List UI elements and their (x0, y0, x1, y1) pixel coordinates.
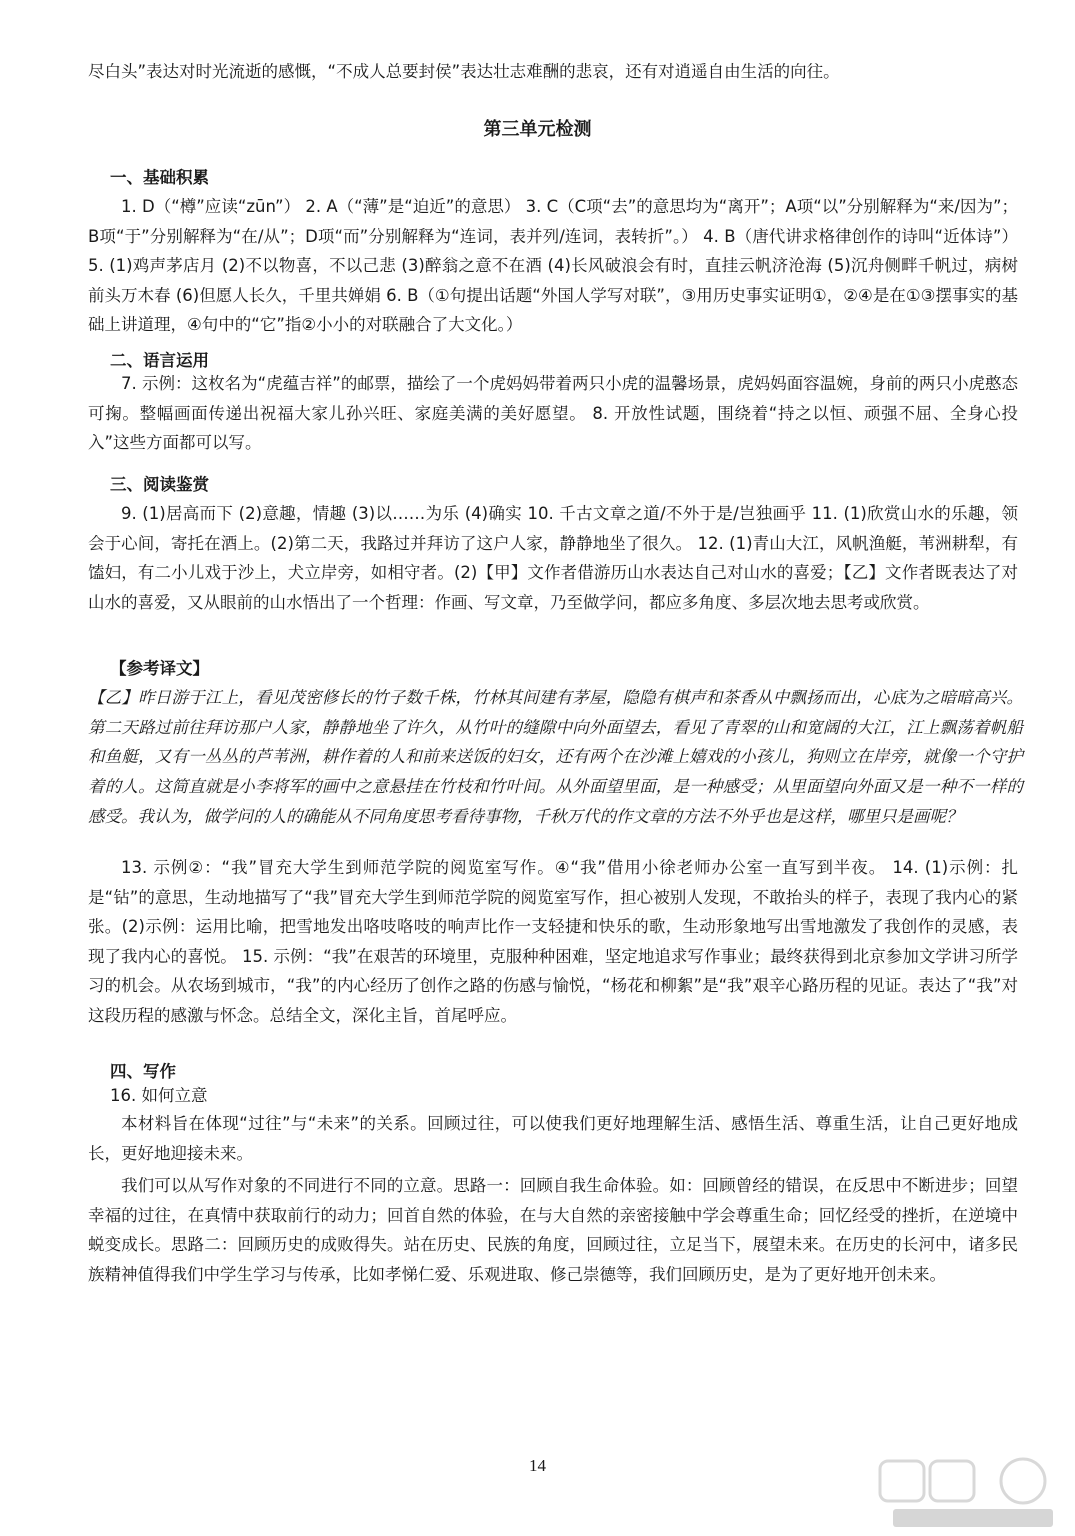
section-heading-language: 二、语言运用 (110, 351, 209, 370)
answers-reading: 9. (1)居高而下 (2)意趣，情趣 (3)以……为乐 (4)确实 10. 千古文章之道/不外于是/岂独画乎 11. (1)欣赏山水的乐趣，领会于心间，寄托在酒上。(2)第二天，我路过并拜访了这户人家，静静地坐了很久。 12. (1)青山大江，风帆渔艇，苇洲耕犁，有馌妇，有二小儿戏于沙上，犬立岸旁，如相守者。(2)【甲】文作者借游历山水表达自己对山水的喜爱；【乙】文作者既表达了对山水的喜爱，又从眼前的山水悟出了一个哲理：作画、写文章，乃至做学问，都应多角度、多层次地去思考或欣赏。 (88, 504, 1018, 612)
section-heading-writing: 四、写作 (110, 1062, 176, 1081)
question-16-label: 16. 如何立意 (110, 1086, 208, 1105)
reference-translation-heading: 【参考译文】 (110, 659, 209, 678)
page-title: 第三单元检测 (483, 119, 592, 140)
section-heading-basics: 一、基础积累 (110, 168, 209, 187)
writing-guidance-ideas: 我们可以从写作对象的不同进行不同的立意。思路一：回顾自我生命体验。如：回顾曾经的错误，在反思中不断进步；回望幸福的过往，在真情中获取前行的动力；回首自然的体验，在与大自然的亲密接触中学会尊重生命；回忆经受的挫折，在逆境中蜕变成长。思路二：回顾历史的成败得失。站在历史、民族的角度，回顾过往，立足当下，展望未来。在历史的长河中，诸多民族精神值得我们中学生学习与传承，比如孝悌仁爱、乐观进取、修己崇德等，我们回顾历史，是为了更好地开创未来。 (88, 1176, 1018, 1284)
carryover-text: 尽白头”表达对时光流逝的感慨，“不成人总要封侯”表达壮志难酬的悲哀，还有对逍遥自由生活的向往。 (88, 62, 840, 81)
writing-guidance-intro: 本材料旨在体现“过往”与“未来”的关系。回顾过往，可以使我们更好地理解生活、感悟生活、尊重生活，让自己更好地成长，更好地迎接未来。 (88, 1114, 1018, 1163)
reference-translation-handwritten: 【乙】昨日游于江上，看见茂密修长的竹子数千株，竹林其间建有茅屋，隐隐有棋声和茶香从中飘扬而出，心底为之暗暗高兴。第二天路过前往拜访那户人家，静静地坐了许久，从竹叶的缝隙中向外面望去，看见了青翠的山和宽阔的大江，江上飘荡着帆船和鱼艇，又有一丛丛的芦苇洲，耕作着的人和前来送饭的妇女，还有两个在沙滩上嬉戏的小孩儿，狗则立在岸旁，就像一个守护着的人。这简直就是小李将军的画中之意悬挂在竹枝和竹叶间。从外面望里面，是一种感受；从里面望向外面又是一种不一样的感受。我认为，做学问的人的确能从不同角度思考看待事物，千秋万代的作文章的方法不外乎也是这样，哪里只是画呢？ (88, 688, 1023, 826)
watermark-logo (875, 1455, 1065, 1533)
answers-language: 7. 示例：这枚名为“虎蕴吉祥”的邮票，描绘了一个虎妈妈带着两只小虎的温馨场景，虎妈妈面容温婉，身前的两只小虎憨态可掬。整幅画面传递出祝福大家儿孙兴旺、家庭美满的美好愿望。 8. 开放性试题，围绕着“持之以恒、顽强不屈、全身心投入”这些方面都可以写。 (88, 374, 1018, 452)
page-number: 14 (529, 1456, 546, 1475)
section-heading-reading: 三、阅读鉴赏 (110, 475, 209, 494)
answers-reading-continued: 13. 示例②：“我”冒充大学生到师范学院的阅览室写作。④“我”借用小徐老师办公室一直写到半夜。 14. (1)示例：扎是“钻”的意思，生动地描写了“我”冒充大学生到师范学院的阅览室写作，担心被别人发现，不敢抬头的样子，表现了我内心的紧张。(2)示例：运用比喻，把雪地发出咯吱咯吱的响声比作一支轻捷和快乐的歌，生动形象地写出雪地激发了我创作的灵感，表现了我内心的喜悦。 15. 示例：“我”在艰苦的环境里，克服种种困难，坚定地追求写作事业；最终获得到北京参加文学讲习所学习的机会。从农场到城市，“我”的内心经历了创作之路的伤感与愉悦，“杨花和柳絮”是“我”艰辛心路历程的见证。表达了“我”对这段历程的感激与怀念。总结全文，深化主旨，首尾呼应。 (88, 858, 1018, 1025)
answers-basics: 1. D（“樽”应读“zūn”） 2. A（“薄”是“迫近”的意思） 3. C（C项“去”的意思均为“离开”；A项“以”分别解释为“来/因为”；B项“于”分别解释为“在/从”；D项“而”分别解释为“连词，表并列/连词，表转折”。） 4. B（唐代讲求格律创作的诗叫“近体诗”） 5. (1)鸡声茅店月 (2)不以物喜，不以己悲 (3)醉翁之意不在酒 (4)长风破浪会有时，直挂云帆济沧海 (5)沉舟侧畔千帆过，病树前头万木春 (6)但愿人长久，千里共婵娟 6. B（①句提出话题“外国人学写对联”，③用历史事实证明①，②④是在①③摆事实的基础上讲道理，④句中的“它”指②小小的对联融合了大文化。） (88, 197, 1018, 334)
